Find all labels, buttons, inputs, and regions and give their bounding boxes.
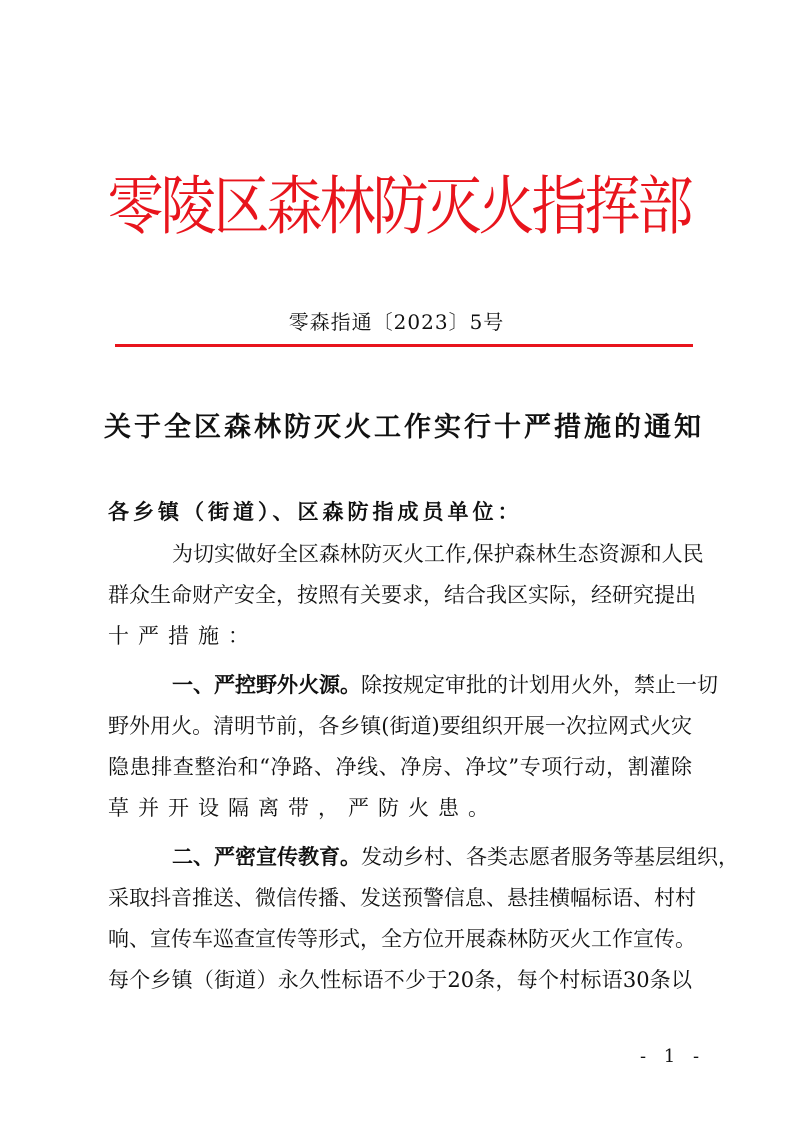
paragraph-measure-1 xyxy=(108,665,718,829)
notice-heading: 关于全区森林防灭火工作实行十严措施的通知 xyxy=(104,412,704,443)
red-divider-line xyxy=(115,344,693,347)
measure-text: 发动乡村、各类志愿者服务等基层组织， xyxy=(361,845,739,869)
issuing-authority-title: 零陵区森林防灭火指挥部 xyxy=(107,170,691,245)
page-number: - 1 - xyxy=(640,1046,706,1067)
paragraph-intro xyxy=(108,534,704,657)
measure-title: 二、严密宣传教育。 xyxy=(172,845,361,869)
text-line: 隐患排查整治和“净路、净线、净房、净坟”专项行动，割灌除 xyxy=(108,755,692,779)
measure-text: 除按规定审批的计划用火外，禁止一切 xyxy=(361,673,718,697)
text-line: 草并开设隔离带，严防火患。 xyxy=(108,796,498,820)
salutation: 各乡镇（街道）、区森防指成员单位： xyxy=(108,500,523,524)
text-line xyxy=(108,837,739,878)
text-line: 十严措施： xyxy=(108,624,258,648)
text-line: 群众生命财产安全，按照有关要求，结合我区实际，经研究提出 xyxy=(108,583,696,607)
document-number: 零森指通〔2023〕5号 xyxy=(288,310,505,334)
text-line: 野外用火。清明节前，各乡镇(街道)要组织开展一次拉网式火灾 xyxy=(108,714,692,738)
paragraph-measure-2 xyxy=(108,837,739,1001)
notice-body xyxy=(108,534,739,1001)
text-line xyxy=(108,665,718,706)
measure-title: 一、严控野外火源。 xyxy=(172,673,361,697)
text-line: 采取抖音推送、微信传播、发送预警信息、悬挂横幅标语、村村 xyxy=(108,886,696,910)
text-line: 响、宣传车巡查宣传等形式，全方位开展森林防灭火工作宣传。 xyxy=(108,927,696,951)
text-line: 每个乡镇（街道）永久性标语不少于20条，每个村标语30条以 xyxy=(108,968,692,992)
text-line: 为切实做好全区森林防灭火工作,保护森林生态资源和人民 xyxy=(172,542,704,566)
